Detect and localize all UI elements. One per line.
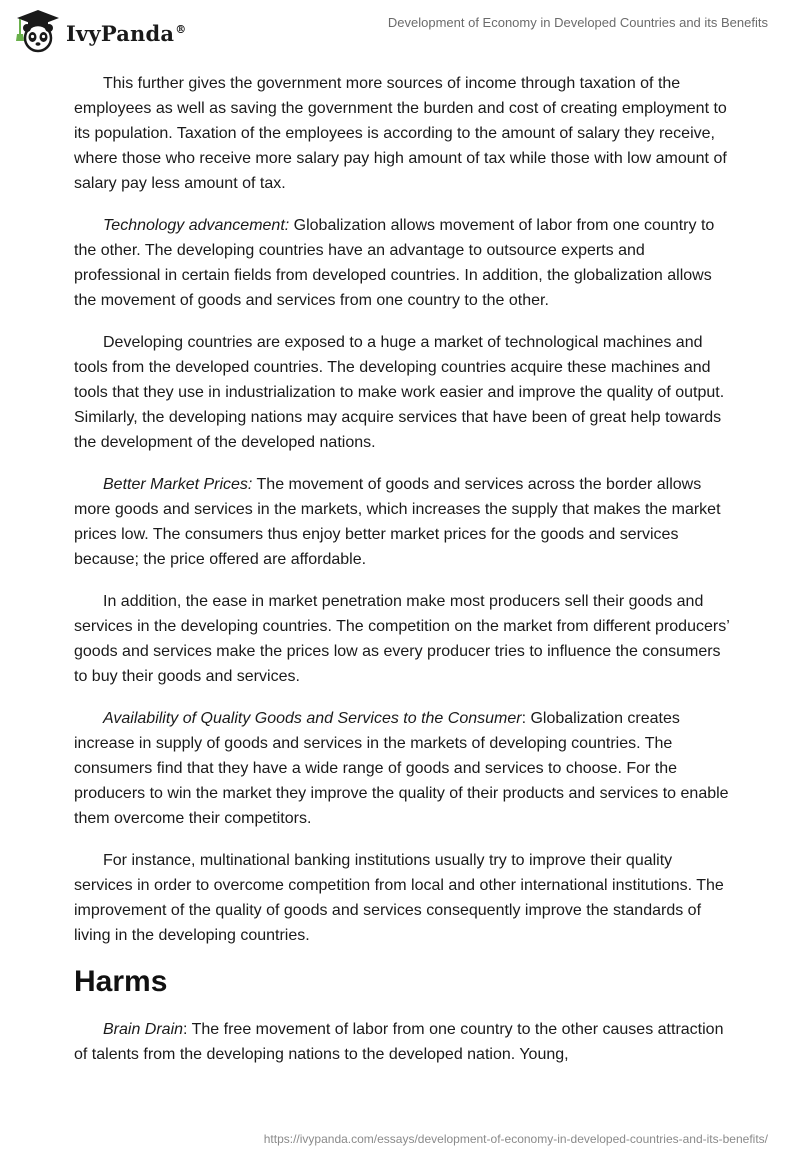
paragraph-lead: Brain Drain (103, 1021, 184, 1038)
paragraph (74, 330, 734, 455)
source-url[interactable]: https://ivypanda.com/essays/development-of-economy-in-developed-countries-and-its-benefits/ (263, 1132, 768, 1146)
paragraph (74, 706, 734, 831)
paragraph-text: : The free movement of labor from one country to the other causes attraction of talents from the developing nations to the developed nation. Young, (74, 1021, 724, 1063)
site-logo[interactable] (14, 8, 186, 54)
paragraph-text: In addition, the ease in market penetration make most producers sell their goods and services in the developing countries. The competition on the market from different producers’ goods and services make the prices low as every producer tries to influence the consumers to buy their goods and services. (74, 593, 730, 685)
section-heading-harms: Harms (74, 965, 168, 998)
paragraph (74, 213, 734, 313)
paragraph-lead: Better Market Prices: (103, 476, 253, 493)
paragraph (74, 71, 734, 196)
paragraph (74, 589, 734, 689)
document-title: Development of Economy in Developed Countries and its Benefits (387, 15, 768, 30)
page-header (0, 0, 800, 60)
paragraph-text: Globalization allows movement of labor from one country to the other. The developing countries have an advantage to outsource experts and professional in certain fields from developed countries. In addition, the globalization allows the movement of goods and services from one country to the other. (74, 217, 715, 309)
paragraph-text: : Globalization creates increase in supply of goods and services in the markets of developing countries. The consumers find that they have a wide range of goods and services to choose. For the producers to win the market they improve the quality of their products and services to enable them overcome their competitors. (74, 710, 729, 827)
panda-logo-icon (14, 8, 62, 54)
paragraph (74, 472, 734, 572)
paragraph-lead: Availability of Quality Goods and Services to the Consumer (103, 710, 522, 727)
paragraph-text: This further gives the government more sources of income through taxation of the employees as well as saving the government the burden and cost of creating employment to its population. Taxation of the employees is according to the amount of salary they receive, where those who receive more salary pay high amount of tax while those with low amount of salary pay less amount of tax. (74, 75, 727, 192)
essay-body (74, 71, 734, 1084)
paragraph-text: For instance, multinational banking institutions usually try to improve their quality services in order to overcome competition from local and other international institutions. The improvement of the quality of goods and services consequently improve the standards of living in the developing countries. (74, 852, 724, 944)
logo-wordmark: IvyPanda® (66, 20, 187, 46)
paragraph-lead: Technology advancement: (103, 217, 290, 234)
paragraph (74, 848, 734, 948)
paragraph (74, 1017, 734, 1067)
paragraph-text: The movement of goods and services across the border allows more goods and services in the markets, which increases the supply that makes the market prices low. The consumers thus enjoy better market prices for the goods and services because; the price offered are affordable. (74, 476, 721, 568)
paragraph-text: Developing countries are exposed to a huge a market of technological machines and tools from the developed countries. The developing countries acquire these machines and tools that they use in industrialization to make work easier and improve the quality of output. Similarly, the developing nations may acquire services that have been of great help towards the development of the developed nations. (74, 334, 725, 451)
